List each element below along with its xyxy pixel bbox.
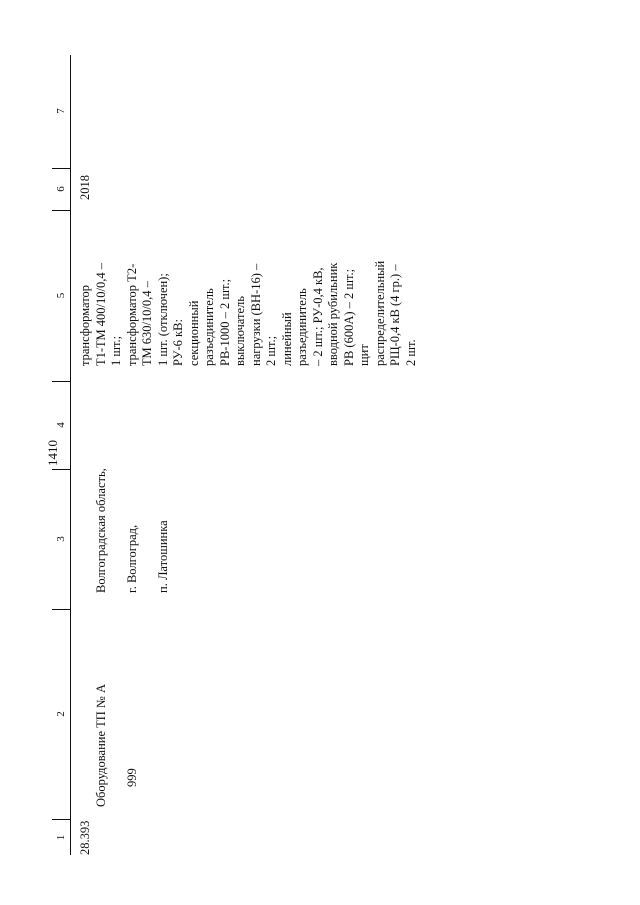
address-line: п. Латошинка [155, 520, 170, 593]
header-col-4: 4 [52, 381, 70, 470]
header-col-2: 2 [52, 609, 70, 820]
header-col-7: 7 [52, 54, 70, 169]
composition-line: ТМ 630/10/0,4 – [140, 281, 154, 366]
composition-line: щит [357, 344, 371, 366]
address-line: Волгоградская область, [93, 468, 108, 593]
equipment-name-line: 999 [124, 768, 139, 787]
equipment-name-line: Оборудование ТП № А [93, 684, 108, 807]
composition-line: трансформатор [78, 284, 92, 366]
composition-line: РЩ-0,4 кВ (4 гр.) – [388, 264, 402, 366]
composition-line: секционный [186, 300, 201, 366]
header-col-3: 3 [52, 469, 70, 610]
composition-line: РВ (600А) – 2 шт.; [341, 268, 356, 366]
composition-line: выключатель [233, 296, 247, 366]
composition-line: распределительный [372, 260, 387, 366]
year: 2018 [78, 175, 92, 200]
composition-line: Т1-ТМ 400/10/0,4 – [93, 263, 108, 366]
composition-line: 1 шт. (отключен); [155, 273, 170, 366]
rotated-table [52, 55, 637, 855]
header-col-5: 5 [52, 210, 70, 382]
header-col-6: 6 [52, 168, 70, 211]
page-number: 1410 [45, 440, 60, 466]
composition-line: – 2 шт.; РУ-0,4 кВ, [310, 267, 325, 366]
composition-line: разъединитель [202, 288, 216, 366]
row-number: 28.393 [78, 820, 92, 855]
composition-line: РВ-1000 – 2 шт.; [217, 278, 232, 366]
composition-line: нагрузки (ВН-16) – [248, 263, 263, 366]
composition-line: вводной рубильник [326, 262, 340, 366]
composition-line: 2 шт.; [264, 335, 278, 366]
composition-line: трансформатор Т2- [124, 263, 139, 366]
composition-line: РУ-6 кВ: [171, 319, 185, 366]
composition-line: 1 шт.; [109, 335, 123, 366]
equipment-name [78, 617, 156, 807]
composition-line: 2 шт. [403, 339, 418, 366]
header-col-1: 1 [55, 834, 67, 841]
table-header [52, 55, 71, 855]
composition-line: линейный [279, 312, 294, 366]
composition-line: разъединитель [295, 288, 309, 366]
equipment-composition [78, 211, 419, 366]
address [78, 453, 187, 593]
address-line: г. Волгоград, [124, 524, 139, 593]
